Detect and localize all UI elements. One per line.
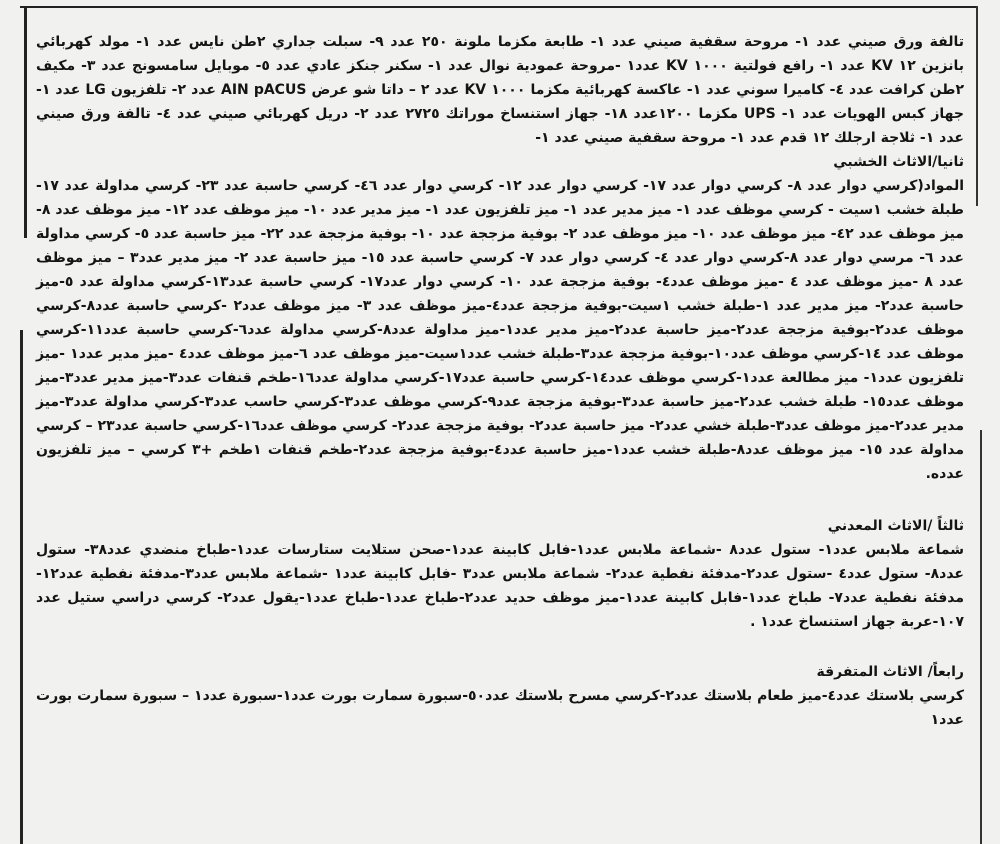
right-border-line [976, 6, 978, 206]
document-body [36, 30, 964, 732]
right-border-line-lower [980, 430, 982, 844]
equipment-list-paragraph: تالفة ورق صيني عدد ١- مروحة سقفية صيني عدد ١- طابعة مكزما ملونة ٢٥٠ عدد ٩- سبلت جداري ٢طن نايس عدد ١- مولد كهربائي بانزين ١٢ KV عدد ١- رافع فولتية ١٠٠٠ KV عدد١ -مروحة عمودية نوال عدد ١- سكنر جنكز عادي عدد ٥- موبايل سامسونج عدد ٣- مكيف ٢طن كرافت عدد ٤- كاميرا سوني عدد ١- عاكسة كهربائية مكزما ١٠٠٠ KV عدد ٢ – داتا شو عرض AIN pACUS عدد ٢- تلفزيون LG عدد ١- جهاز كبس الهويات عدد ١- UPS مكزما ١٢٠٠عدد ١٨- جهاز استنساخ موراتك ٢٧٢٥ عدد ٢- دريل كهربائي صيني عدد ٤- تالفة ورق صيني عدد ١- ثلاجة ارجلك ١٢ قدم عدد ١- مروحة سقفية صيني عدد ١- [36, 34, 965, 146]
metal-furniture-heading: ثالثاً /الاثاث المعدني [827, 518, 964, 534]
left-border-line [24, 8, 27, 238]
wooden-furniture-heading: ثانيا/الاثاث الخشبي [833, 154, 964, 170]
top-border-line [20, 6, 978, 8]
left-border-line-lower [20, 330, 23, 844]
wooden-furniture-list: المواد(كرسي دوار عدد ٨- كرسي دوار عدد ١٧- كرسي دوار عدد ١٢- كرسي دوار عدد ٤٦- كرسي حاسبة عدد ٢٣- كرسي مداولة عدد ١٧- طبلة خشب ١سيت - كرسي موظف عدد ١- ميز مدير عدد ١- ميز تلفزيون عدد ١- ميز مدير عدد ١٠- ميز موظف عدد ١٢- ميز موظف عدد ٨- ميز موظف عدد ٤٢- ميز موظف عدد ١٠- ميز موظف عدد ٢- بوفية مزججة عدد ١٠- بوفية مزججة عدد ٢٢- ميز حاسبة عدد ٥- كرسي مداولة عدد ٦- مرسي دوار عدد ٨-كرسي دوار عدد ٤- كرسي دوار عدد ٧- كرسي حاسبة عدد ١٥- ميز حاسبة عدد ٢- ميز مدير عدد٣ – ميز موظف عدد ٨ -ميز موظف عدد ٤ -ميز موظف عدد٤- بوفية مزججة عدد ١٠- كرسي دوار عدد١٧- كرسي حاسبة عدد١٣-كرسي مداولة عدد ٥-ميز حاسبة عدد٢- ميز مدير عدد ١-طبلة خشب ١سيت-بوفية مزججة عدد٤-ميز موظف عدد ٣- ميز موظف عدد٢ -كرسي حاسبة عدد٨-كرسي موظف عدد٢-بوفية مزججة عدد٢-ميز حاسبة عدد٢-ميز مدير عدد١-ميز مداولة عدد٨-كرسي مداولة عدد٦-كرسي حاسبة عدد١١-كرسي موظف عدد ١٤-كرسي موظف عدد١٠-بوفية مزججة عدد٣-طبلة خشب عدد١سيت-ميز موظف عدد ٦-ميز موظف عدد٤ -ميز مدير عدد١ -ميز تلفزيون عدد١- ميز مطالعة عدد١-كرسي موظف عدد١٤-كرسي حاسبة عدد١٧-كرسي مداولة عدد١٦-طخم قنفات عدد٣-ميز مدير عدد٣-ميز موظف عدد١٥- طبلة خشب عدد٢-ميز حاسبة عدد٣-بوفية مزججة عدد٩-كرسي موظف عدد٣-كرسي حاسب عدد٣-كرسي مداولة عدد٣-ميز مدير عدد٢-ميز موظف عدد٣-طبلة خشي عدد٢- ميز حاسبة عدد٢- بوفية مزججة عدد٢- كرسي موظف عدد١٦-كرسي حاسبة عدد٢٣ – كرسي مداولة عدد ١٥- ميز موظف عدد٨-طبلة خشب عدد١-ميز حاسبة عدد٤-بوفية مزججة عدد٢-طخم قنفات ١طخم +٣ كرسي – ميز تلفزيون عدده. [36, 178, 965, 482]
metal-furniture-list: شماعة ملابس عدد١- ستول عدد٨ -شماعة ملابس عدد١-فابل كابينة عدد١-صحن ستلايت ستارسات عدد١-طباخ منضدي عدد٣٨- ستول عدد٨- ستول عدد٤ -ستول عدد٢-مدفئة نفطية عدد٢- شماعة ملابس عدد٣ -فابل كابينة عدد١ -شماعة ملابس عدد٣-مدفئة نفطية عدد١٢-مدفئة نفطية عدد٧- طباخ عدد١-فابل كابينة عدد١-ميز موظف حديد عدد٢-طباخ عدد١-طباخ عدد١-يقول عدد٢- كرسي دراسي ستيل عدد ١٠٧-عربة جهاز استنساخ عدد١ . [36, 542, 964, 630]
misc-furniture-list: كرسي بلاستك عدد٤-ميز طعام بلاستك عدد٢-كرسي مسرح بلاستك عدد٥٠-سبورة سمارت بورت عدد١-سبورة عدد١ – سبورة سمارت بورت عدد١ [36, 688, 964, 728]
misc-furniture-heading: رابعاً/ الاثاث المتفرقة [816, 664, 964, 680]
